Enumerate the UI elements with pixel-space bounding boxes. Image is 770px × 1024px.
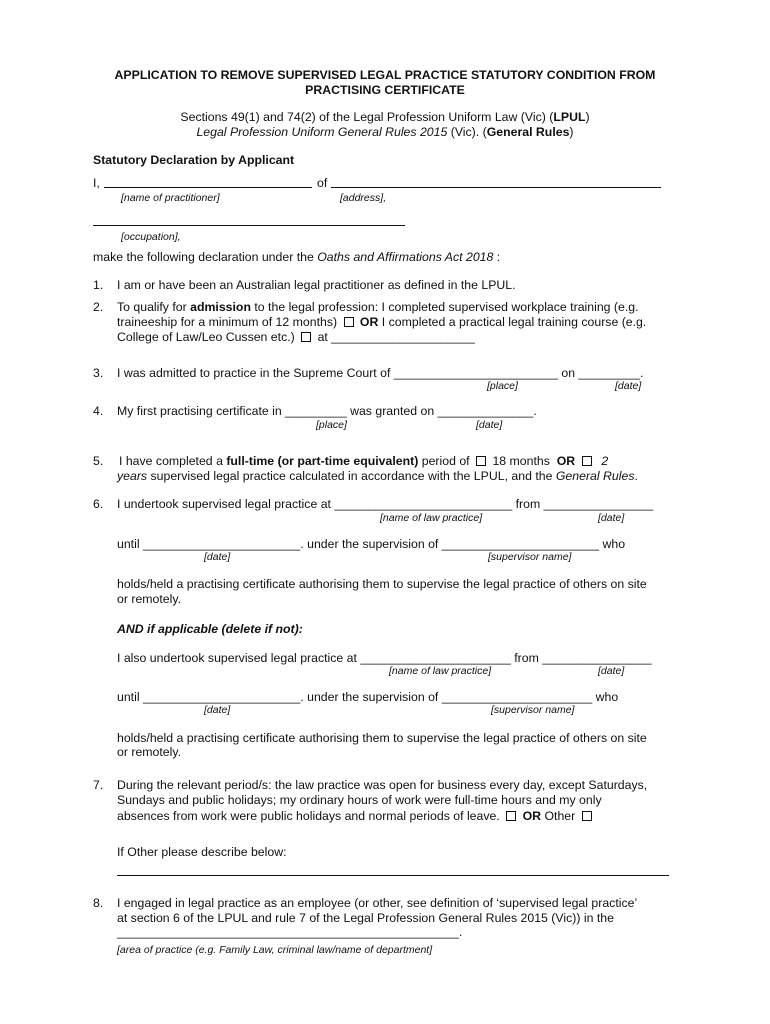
caption-date: [date] [598,665,625,677]
item-2-line-3: College of Law/Leo Cussen etc.) at _____________________ [117,330,475,344]
item-5-line-1: I have completed a full-time (or part-time equivalent) period of 18 months OR 2 [119,454,609,468]
item-number: 4. [93,404,104,418]
checkbox-2-years[interactable] [582,456,592,466]
item-2-line-2: traineeship for a minimum of 12 months) OR I completed a practical legal training course (e.g. [117,315,647,329]
item-8-line-1: I engaged in legal practice as an employee (or other, see definition of ‘supervised legal practice’ [117,896,638,910]
caption-area-of-practice: [area of practice (e.g. Family Law, criminal law/name of department] [117,944,433,956]
item-6-holds-1: holds/held a practising certificate authorising them to supervise the legal practice of others on site [117,577,647,591]
item-1-text: I am or have been an Australian legal practitioner as defined in the LPUL. [117,278,516,292]
checkbox-other[interactable] [582,811,592,821]
page-title-line-1: APPLICATION TO REMOVE SUPERVISED LEGAL PRACTICE STATUTORY CONDITION FROM [114,68,656,82]
checkbox-supervised-training[interactable] [344,317,354,327]
item-7-line-1: During the relevant period/s: the law practice was open for business every day, except Saturdays, [117,778,648,792]
item-8-line-3: __________________________________________________. [117,925,463,939]
item-number: 5. [93,454,104,468]
item-5-line-2: years supervised legal practice calculated in accordance with the LPUL, and the General Rules. [117,469,638,483]
item-2-line-1: To qualify for admission to the legal profession: I completed supervised workplace training (e.g. [117,300,639,314]
sections-reference: Sections 49(1) and 74(2) of the Legal Profession Uniform Law (Vic) (LPUL) [180,110,590,124]
item-6-line-1: I undertook supervised legal practice at __________________________ from ________________ [117,497,654,511]
occupation-field[interactable] [93,225,405,226]
caption-date: [date] [204,704,231,716]
item-number: 7. [93,778,104,792]
checkbox-full-time[interactable] [506,811,516,821]
other-describe-field[interactable] [117,875,669,876]
other-describe-label: If Other please describe below: [117,845,287,859]
caption-date: [date] [476,419,503,431]
caption-date: [date] [598,512,625,524]
of-label: of [317,176,328,190]
checkbox-plt-course[interactable] [301,332,311,342]
section-heading: Statutory Declaration by Applicant [93,153,295,167]
item-7-line-2: Sundays and public holidays; my ordinary hours of work were full-time hours and my only [117,793,602,807]
declaration-intro: make the following declaration under the Oaths and Affirmations Act 2018 : [93,250,501,264]
name-field[interactable] [104,187,312,188]
item-6-also: I also undertook supervised legal practice at ______________________ from ________________ [117,651,652,665]
item-6-holds-2: or remotely. [117,592,182,606]
item-6-until-2: until _______________________. under the supervision of ______________________ who [117,690,619,704]
caption-date: [date] [204,551,231,563]
caption-supervisor: [supervisor name] [488,551,572,563]
item-6-line-2: until _______________________. under the supervision of _______________________ who [117,537,626,551]
item-number: 1. [93,278,104,292]
item-number: 8. [93,896,104,910]
item-7-line-3: absences from work were public holidays and normal periods of leave. OR Other [117,809,595,824]
and-if-applicable: AND if applicable (delete if not): [117,622,303,636]
caption-place: [place] [487,380,518,392]
item-4-text: My first practising certificate in _________ was granted on ______________. [117,404,537,418]
caption-address: [address], [340,192,387,204]
address-field[interactable] [331,187,661,188]
item-number: 2. [93,300,104,314]
caption-date: [date] [615,380,642,392]
item-3-text: I was admitted to practice in the Supreme Court of ________________________ on _________. [117,366,644,380]
checkbox-18-months[interactable] [476,456,486,466]
caption-name: [name of practitioner] [121,192,220,204]
caption-supervisor: [supervisor name] [491,704,575,716]
caption-place: [place] [316,419,347,431]
i-label: I, [93,176,100,190]
caption-law-practice: [name of law practice] [389,665,492,677]
caption-occupation: [occupation], [121,231,181,243]
rules-reference: Legal Profession Uniform General Rules 2015 (Vic). (General Rules) [196,125,574,139]
item-6-holds-4: or remotely. [117,745,182,759]
item-number: 6. [93,497,104,511]
item-number: 3. [93,366,104,380]
item-8-line-2: at section 6 of the LPUL and rule 7 of the Legal Profession General Rules 2015 (Vic)) in the [117,911,614,925]
page-title-line-2: PRACTISING CERTIFICATE [305,83,465,97]
caption-law-practice: [name of law practice] [380,512,483,524]
item-6-holds-3: holds/held a practising certificate authorising them to supervise the legal practice of others on site [117,731,647,745]
